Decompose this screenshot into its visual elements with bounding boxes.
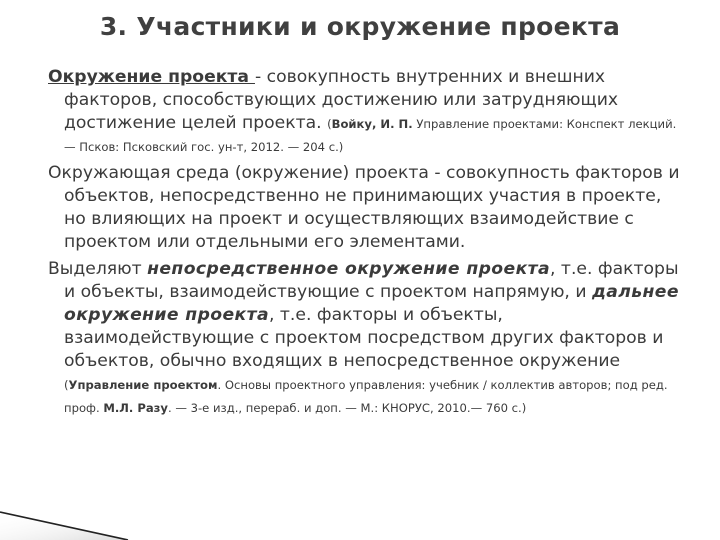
definition-text: - совокупность внутренних и внешних факторов, способствующих достижению или затрудняющих достижение целей проекта.	[64, 67, 619, 133]
term-project-environment: Окружение проекта	[48, 67, 255, 87]
citation-editor: М.Л. Разу	[103, 401, 168, 415]
term-immediate-environment: непосредственное окружение проекта	[147, 259, 550, 279]
citation-open: (	[327, 117, 332, 131]
paragraph-surrounding-environment: Окружающая среда (окружение) проекта - совокупность факторов и объектов, непосредственно не принимающих участия в проекте, но влияющих на проект и осуществляющих взаимодействие с проектом или отдельными его элементами.	[48, 163, 680, 252]
text-segment: Выделяют	[48, 259, 148, 279]
corner-decoration	[0, 482, 150, 540]
slide-body	[48, 66, 688, 423]
text-segment: , т.е. факторы и объекты, взаимодействующие с проектом напрямую, и	[64, 259, 679, 302]
text-segment: , т.е. факторы и объекты, взаимодействующие с проектом посредством других факторов и объектов, обычно входящих в непосредственное окружение	[64, 305, 664, 371]
term-distant-environment: дальнее окружение проекта	[64, 282, 679, 325]
paragraph-environment-types	[48, 258, 688, 419]
paragraph-project-environment	[48, 66, 688, 158]
citation-open: (	[64, 378, 69, 392]
slide-title: 3. Участники и окружение проекта	[99, 12, 621, 41]
citation-book-title: Управление проектом	[68, 378, 218, 392]
citation-text: . Основы проектного управления: учебник / коллектив авторов; под ред. проф.	[64, 378, 668, 415]
citation-text: . — 3-е изд., перераб. и доп. — М.: КНОРУС, 2010.— 760 с.)	[167, 401, 527, 415]
citation-text: Управление проектами: Конспект лекций. — Псков: Псковский гос. ун-т, 2012. — 204 с.)	[64, 117, 677, 154]
citation-author: Войку, И. П.	[331, 117, 413, 131]
